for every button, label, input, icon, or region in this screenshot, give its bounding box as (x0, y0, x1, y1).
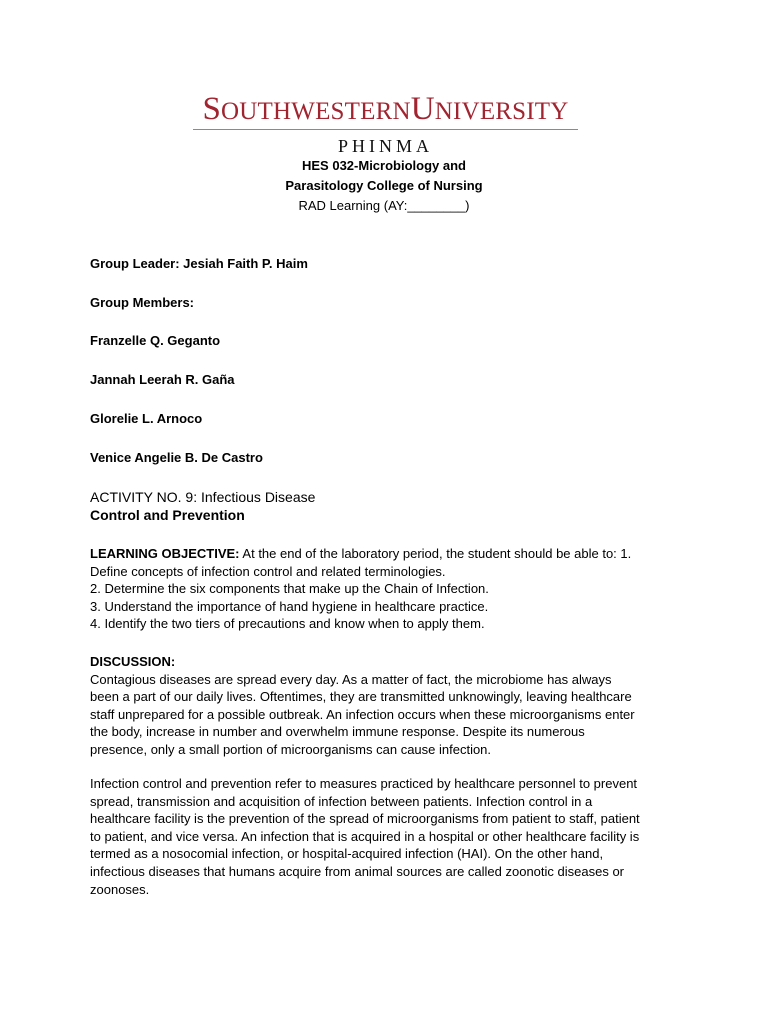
activity-title-line1: Infectious Disease (201, 489, 316, 505)
objective-line: Define concepts of infection control and related terminologies. (90, 563, 446, 579)
discussion-line: Infection control and prevention refer to measures practiced by healthcare personnel to prevent (90, 776, 638, 791)
logo-divider (193, 129, 578, 130)
group-member: Franzelle Q. Geganto (90, 333, 221, 348)
logo-text: OUTHWESTERN (221, 98, 411, 125)
discussion-line: to patient, and vice versa. An infection that is acquired in a hospital or other healthcare facility is (90, 828, 640, 844)
course-title-line1: HES 032-Microbiology and (302, 158, 466, 173)
group-member: Jannah Leerah R. Gaña (90, 372, 235, 387)
activity-heading (90, 488, 315, 506)
discussion-line: Contagious diseases are spread every day. As a matter of fact, the microbiome has always (90, 671, 612, 687)
discussion-line: the body, increase in number and overwhelm immune response. Despite its numerous (90, 724, 585, 740)
objective-line: 3. Understand the importance of hand hygiene in healthcare practice. (90, 598, 489, 614)
discussion-line: infectious diseases that humans acquire from animal sources are called zoonotic diseases or (90, 863, 624, 879)
university-logo (193, 92, 578, 159)
logo-text: NIVERSITY (434, 98, 569, 125)
objective-intro: At the end of the laboratory period, the student should be able to: 1. (242, 546, 632, 561)
course-title-line2: Parasitology College of Nursing (285, 178, 483, 193)
group-leader: Group Leader: Jesiah Faith P. Haim (90, 256, 308, 271)
group-member: Glorelie L. Arnoco (90, 411, 203, 426)
activity-number: ACTIVITY NO. 9: (90, 489, 198, 505)
objective-line: 2. Determine the six components that make up the Chain of Infection. (90, 581, 489, 597)
discussion-section (90, 653, 690, 759)
logo-letter: S (202, 91, 222, 127)
objective-line (90, 545, 690, 563)
group-members-label: Group Members: (90, 295, 195, 310)
learning-objectives (90, 545, 690, 633)
group-member: Venice Angelie B. De Castro (90, 450, 263, 465)
discussion-line: healthcare facility is the prevention of the spread of microorganisms from patient to staff, patient (90, 811, 640, 827)
objective-label: LEARNING OBJECTIVE: (90, 546, 240, 561)
activity-title-line2: Control and Prevention (90, 507, 245, 523)
logo-letter: U (410, 91, 435, 127)
discussion-line: been a part of our daily lives. Oftentimes, they are transmitted unknowingly, leaving healthcare (90, 689, 632, 705)
discussion-line: zoonoses. (90, 881, 150, 897)
academic-year-line: RAD Learning (AY:________) (298, 198, 470, 213)
objective-line: 4. Identify the two tiers of precautions and know when to apply them. (90, 616, 485, 632)
discussion-line: presence, only a small portion of microorganisms can cause infection. (90, 741, 492, 757)
logo-subtitle: PHINMA (337, 136, 433, 156)
discussion-line: staff unprepared for a possible outbreak. An infection occurs when these microorganisms enter (90, 706, 635, 722)
discussion-line: spread, transmission and acquisition of infection between patients. Infection control in a (90, 793, 593, 809)
logo-wordmark (193, 92, 578, 129)
discussion-label: DISCUSSION: (90, 654, 176, 669)
discussion-paragraph-2 (90, 775, 690, 898)
discussion-line: termed as a nosocomial infection, or hospital-acquired infection (HAI). On the other hand, (90, 846, 604, 862)
